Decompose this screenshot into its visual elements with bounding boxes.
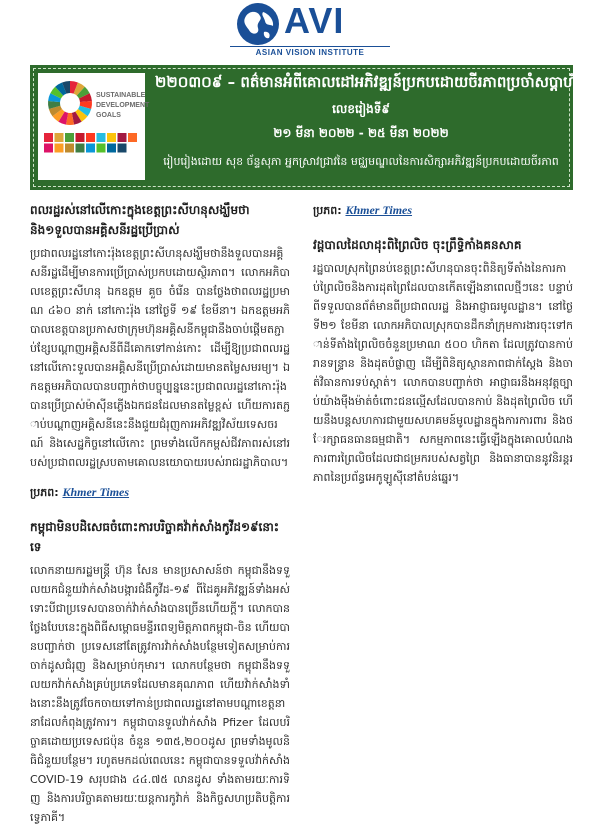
banner-issue: លេខរៀងទី៩ (332, 102, 390, 116)
sdg-logo (38, 73, 150, 180)
article-source (30, 482, 290, 503)
banner-compiled-by: រៀបរៀងដោយ សុខ ច័ន្ទសុភា អ្នកស្រាវជ្រាវនៃ មជ្ឈមណ្ឌលនៃការសិក្សាអភិវឌ្ឍន៍ប្រកបដោយចីរភាព (163, 155, 559, 168)
sdg-wheel-icon (42, 77, 150, 176)
banner-title: ២២០៣០៩ – ពត៌មានអំពីគោលដៅអភិវឌ្ឍន៍ប្រកបដោយចីរភាពប្រចាំសប្តាហ៍ (155, 73, 578, 91)
article-heading: កម្ពុជាមិនបដិសេធចំពោះការបរិច្ចាគវ៉ាក់សាំងកូវីដ១៩នោះទេ (30, 520, 280, 554)
globe-icon (236, 2, 280, 46)
sdg-goal-tile (97, 144, 106, 153)
sdg-goal-tile (107, 133, 116, 142)
sdg-goal-tile (55, 144, 64, 153)
source-label: ប្រភព: (30, 486, 59, 499)
left-column (30, 200, 290, 824)
sdg-goal-tile (44, 133, 53, 142)
logo-wordmark: AVI (284, 0, 345, 41)
article-vaccine (30, 517, 290, 827)
banner-dates: ២១ មីនា ២០២២ - ២៥ មីនា ២០២២ (273, 126, 449, 140)
sdg-goal-tile (97, 133, 106, 142)
right-column (313, 200, 573, 800)
article-source (313, 200, 573, 221)
article-body: រដ្ឋបាលស្រុកព្រៃនប់ខេត្តព្រះសីហនុបានចុះពិនិត្យទីតាំងនៃការកាប់ព្រៃលិចនិងការដុតព្រៃដែលបានកើតឡើងនាពេលថ្មីៗនេះ បន្ទាប់ពីទទួលបានព័ត៌មានពីប្រជាពលរដ្ឋ និងអាជ្ញាធរមូលដ្ឋាន។ នៅថ្ងៃទី២១ ខែមីនា លោកអភិបាលស្រុកបានដឹកនាំក្រុមការងារចុះទៅកាន់ទីតាំងព្រៃលិចចំនួនប្រមាណ ៥០០ ហិកតា ដែលត្រូវបានកាប់រានទន្ទ្រាន និងដុតបំផ្លាញ ដើម្បីពិនិត្យស្ថានភាពជាក់ស្តែង និងចាត់វិធានការទប់ស្កាត់។ លោកបានបញ្ជាក់ថា អាជ្ញាធរនឹងអនុវត្តច្បាប់យ៉ាងម៉ឺងម៉ាត់ចំពោះជនល្មើសដែលបានកាប់ និងដុតព្រៃលិច ហើយនឹងបន្តសហការជាមួយសហគមន៍មូលដ្ឋានក្នុងការការពារ និងថែរក្សាធនធានធម្មជាតិ។ សកម្មភាពនេះធ្វើឡើងក្នុងគោលបំណងការពារព្រៃលិចដែលជាជម្រករបស់សត្វព្រៃ និងធានាបាននូវនិរន្តរភាពនៃប្រព័ន្ធអេកូឡូស៊ីនៅតំបន់ឆ្នេរ។ (313, 262, 573, 484)
sdg-goal-tile (107, 144, 116, 153)
source-link[interactable]: Khmer Times (345, 203, 413, 217)
logo-subtitle: ASIAN VISION INSTITUTE (255, 48, 365, 57)
source-link[interactable]: Khmer Times (62, 485, 130, 499)
sdg-goal-tile (76, 144, 85, 153)
source-label: ប្រភព: (313, 204, 342, 217)
article-body: ប្រជាពលរដ្ឋនៅកោះរ៉ុងខេត្តព្រះសីហនុសង្ឃឹមថានឹងទួលបានអគ្គិសនីរដ្ឋដើម្បីមានការប្រើប្រាស់ប្រកបដោយស្ថិរភាព។ លោកអភិបាលខេត្តព្រះសីហនុ ឯកឧត្តម គួច ចំរើន បានថ្លែងថាពលរដ្ឋប្រមាណ ៤៦០ នាក់ នៅកោះរ៉ុង នៅថ្ងៃទី ១៩ ខែមីនា។ ឯកឧត្តមអភិបាលខេត្តបានប្រកាសថាក្រុមហ៊ុនអគ្គិសនីកម្ពុជានឹងចាប់ផ្តើមតភ្ជាប់ខ្សែបណ្តាញអគ្គិសនីពីដីគោកទៅកាន់កោះ ដើម្បីឱ្យប្រជាពលរដ្ឋនៅលើកោះទួលបានអគ្គិសនីប្រើប្រាស់ដោយមានតម្លៃសមរម្យ។ ឯកឧត្តមអភិបាលបានបញ្ជាក់ថាបច្ចុប្បន្ននេះប្រជាពលរដ្ឋនៅកោះរ៉ុងបានប្រើប្រាស់ម៉ាស៊ីនភ្លើងឯកជនដែលមានតម្លៃខ្ពស់ ហើយការតភ្ជាប់បណ្តាញអគ្គិសនីនេះនឹងជួយជំរុញការអភិវឌ្ឍវិស័យទេសចរណ៍ និងសេដ្ឋកិច្ចនៅលើកោះ ព្រមទាំងលើកកម្ពស់ជីវភាពរស់នៅរបស់ប្រជាពលរដ្ឋស្របតាមគោលនយោបាយរបស់រាជរដ្ឋាភិបាល។ (30, 247, 290, 469)
sdg-goal-tile (86, 133, 95, 142)
article-forest (313, 235, 573, 487)
sdg-goal-tile (76, 133, 85, 142)
sdg-goal-tile (118, 133, 127, 142)
logo (200, 2, 400, 60)
sdg-goal-tile (65, 133, 74, 142)
sdg-goal-tile (128, 133, 137, 142)
sdg-goal-tile (65, 144, 74, 153)
newsletter-banner (30, 65, 578, 190)
article-electricity (30, 200, 290, 503)
sdg-goal-tile (44, 144, 53, 153)
article-heading: វដ្តបាលដៃលាដុះពិព្រៃលិច ចុះព្រឹទ្ធិកាំងគនសាគ (313, 238, 522, 252)
sdg-goal-tile (86, 144, 95, 153)
article-heading: ពលរដ្ឋរស់នៅលើកោះក្នុងខេត្តព្រះសីហនុសង្ឃឹមថា និង១ទួលបានអគ្គិសនីរដ្ឋប្រើប្រាស់ (30, 203, 250, 237)
svg-text:GOALS: GOALS (96, 112, 121, 119)
svg-text:SUSTAINABLE: SUSTAINABLE (96, 92, 146, 99)
sdg-goal-tile (118, 144, 127, 153)
logo-divider (230, 46, 390, 47)
article-body: លោកនាយករដ្ឋមន្ត្រី ហ៊ុន សែន មានប្រសាសន៍ថា កម្ពុជានឹងទទួលយកជំនួយវ៉ាក់សាំងបង្ការជំងឺកូវីដ-១៩ ពីដៃគូអភិវឌ្ឍន៍ទាំងអស់ ទោះបីជាប្រទេសបានចាក់វ៉ាក់សាំងបានច្រើនហើយក្តី។ លោកបានថ្លែងបែបនេះក្នុងពិធីសម្ពោធមន្ទីរពេទ្យមិត្តភាពកម្ពុជា-ចិន ហើយបានបញ្ជាក់ថា ប្រទេសនៅតែត្រូវការវ៉ាក់សាំងបន្ថែមទៀតសម្រាប់ការចាក់ដូសជំរុញ និងសម្រាប់កុមារ។ លោកបន្ថែមថា កម្ពុជានឹងទទួលយកវ៉ាក់សាំងគ្រប់ប្រភេទដែលមានគុណភាព ហើយវ៉ាក់សាំងទាំងនោះនឹងត្រូវចែកចាយទៅកាន់ប្រជាពលរដ្ឋនៅតាមបណ្តាខេត្តនានាដែលកំពុងត្រូវការ។ កម្ពុជាបានទួលវ៉ាក់សាំង Pfizer ដែលបរិច្ចាគដោយប្រទេសជប៉ុន ចំនួន ១៣៥,២០០ដូស ព្រមទាំងមូលនិធិជំនួយបន្ថែម។ រហូតមកដល់ពេលនេះ កម្ពុជាបានទទួលវ៉ាក់សាំង COVID-19 សរុបជាង ៤៤.៧៥ លានដូស ទាំងតាមរយៈការទិញ និងការបរិច្ចាគតាមរយៈយន្តការកូវ៉ាក់ និងកិច្ចសហប្រតិបត្តិការទ្វេភាគី។ (30, 564, 290, 824)
sdg-goal-tile (55, 133, 64, 142)
svg-text:DEVELOPMENT: DEVELOPMENT (96, 102, 150, 109)
